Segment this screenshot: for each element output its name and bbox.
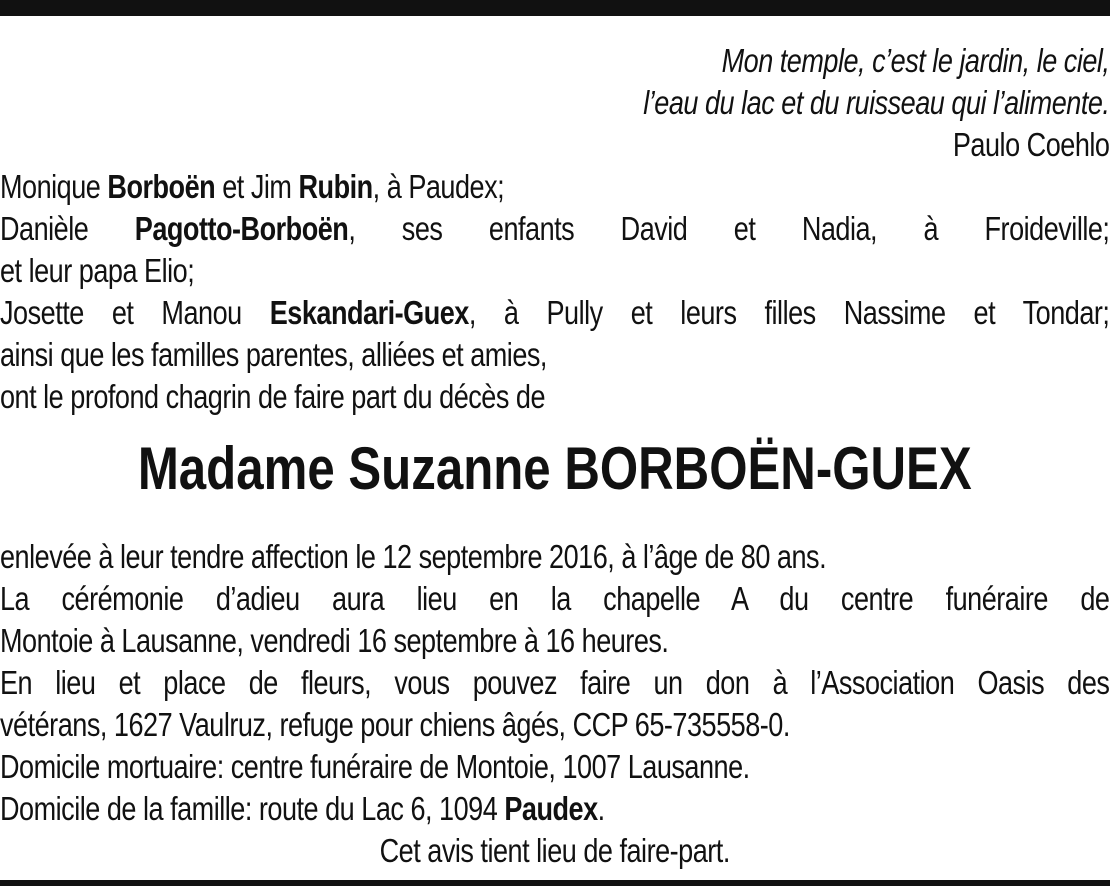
details-line-2: La cérémonie d’adieu aura lieu en la chapelle A du centre funéraire de xyxy=(0,580,1110,617)
details-line-5: vétérans, 1627 Vaulruz, refuge pour chiens âgés, CCP 65-735558-0. xyxy=(0,706,790,743)
details-line-4: En lieu et place de fleurs, vous pouvez faire un don à l’Association Oasis des xyxy=(0,664,1110,701)
quote-line-2: l’eau du lac et du ruisseau qui l’alimente. xyxy=(643,84,1110,121)
family-line-6: ont le profond chagrin de faire part du décès de xyxy=(0,378,546,415)
death-notice xyxy=(0,40,1109,872)
text: Domicile de la famille: route du Lac 6, 1094 xyxy=(0,790,505,827)
surname: Eskandari-Guex xyxy=(269,294,469,331)
family-line-5: ainsi que les familles parentes, alliées et amies, xyxy=(0,336,547,373)
top-border xyxy=(0,0,1110,16)
closing-line: Cet avis tient lieu de faire-part. xyxy=(379,832,730,869)
family-line-4 xyxy=(0,292,1109,334)
text: . xyxy=(597,790,605,827)
quote-line-1: Mon temple, c’est le jardin, le ciel, xyxy=(721,42,1110,79)
details-line-7 xyxy=(0,788,1109,830)
surname: Rubin xyxy=(298,168,373,205)
text: Danièle xyxy=(0,210,135,247)
bottom-border xyxy=(0,880,1110,886)
quote-author: Paulo Coehlo xyxy=(952,126,1110,163)
text: , à Pully et leurs filles Nassime et Tondar; xyxy=(468,294,1110,331)
text: et Jim xyxy=(215,168,299,205)
details-line-6: Domicile mortuaire: centre funéraire de Montoie, 1007 Lausanne. xyxy=(0,748,750,785)
family-line-2 xyxy=(0,208,1109,250)
family-line-1 xyxy=(0,166,1109,208)
family-line-3: et leur papa Elio; xyxy=(0,252,195,289)
surname: Borboën xyxy=(107,168,216,205)
details-line-1: enlevée à leur tendre affection le 12 septembre 2016, à l’âge de 80 ans. xyxy=(0,538,827,575)
text: , ses enfants David et Nadia, à Froideville; xyxy=(348,210,1110,247)
place: Paudex xyxy=(504,790,598,827)
text: Monique xyxy=(0,168,108,205)
text: Josette et Manou xyxy=(0,294,270,331)
details-line-3: Montoie à Lausanne, vendredi 16 septembre à 16 heures. xyxy=(0,622,669,659)
text: , à Paudex; xyxy=(372,168,505,205)
deceased-name: Madame Suzanne BORBOËN-GUEX xyxy=(137,435,972,502)
surname: Pagotto-Borboën xyxy=(134,210,349,247)
